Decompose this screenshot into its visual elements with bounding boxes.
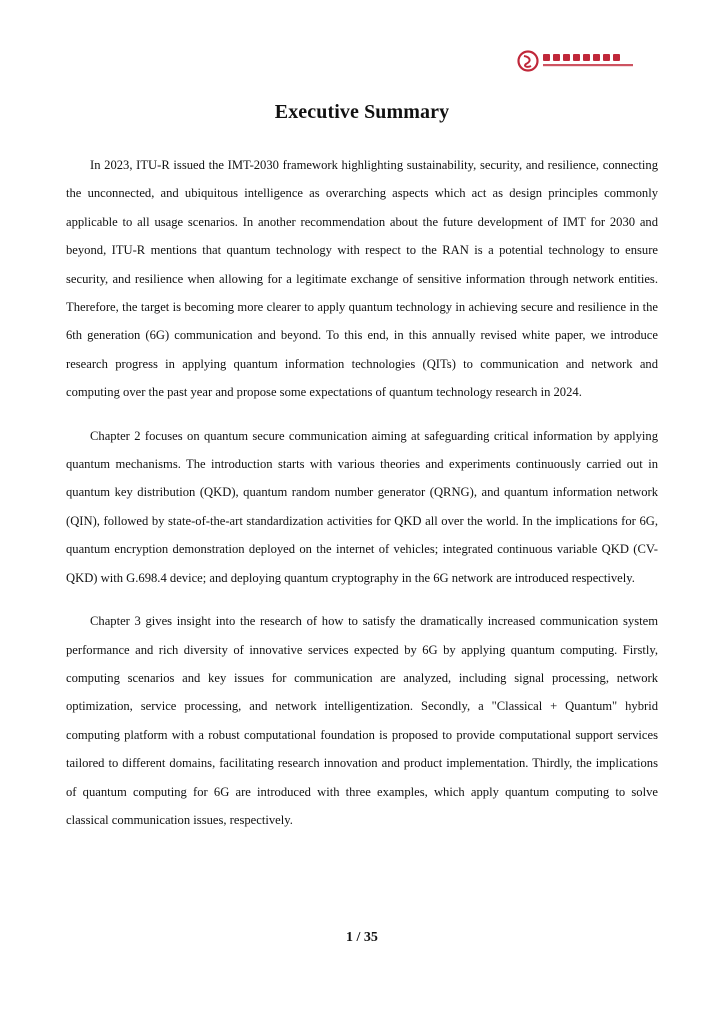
page-number: 1 / 35 — [346, 930, 378, 945]
forum-logo-icon — [517, 49, 637, 73]
page-title: Executive Summary — [274, 101, 450, 123]
document-body — [66, 151, 658, 849]
header-logo — [517, 49, 637, 73]
paragraph-intro: In 2023, ITU-R issued the IMT-2030 framework highlighting sustainability, security, and resilience, connecting the unconnected, and ubiquitous intelligence as overarching aspects which act as design principles commonly applicable to all usage scenarios. In another recommendation about the future development of IMT for 2030 and beyond, ITU-R mentions that quantum technology with respect to the RAN is a potential technology to ensure security, and resilience when allowing for a legitimate exchange of sensitive information through network entities. Therefore, the target is becoming more clearer to apply quantum technology in achieving secure and resilience in the 6th generation (6G) communication and beyond. To this end, in this annually revised white paper, we introduce research progress in applying quantum information technologies (QITs) to communication and network and computing over the past year and propose some expectations of quantum technology research in 2024. — [66, 158, 658, 400]
paragraph-chapter-3: Chapter 3 gives insight into the research of how to satisfy the dramatically increased communication system performance and rich diversity of innovative services expected by 6G by applying quantum computing. Firstly, computing scenarios and key issues for communication are analyzed, including signal processing, network optimization, service processing, and network intelligentization. Secondly, a "Classical + Quantum" hybrid computing platform with a robust computational foundation is proposed to provide computational support services tailored to different domains, facilitating research innovation and product implementation. Thirdly, the implications of quantum computing for 6G are introduced with three examples, which apply quantum computing to solve classical communication issues, respectively. — [66, 614, 658, 827]
paragraph-chapter-2: Chapter 2 focuses on quantum secure communication aiming at safeguarding critical information by applying quantum mechanisms. The introduction starts with various theories and experiments continuously carried out in quantum key distribution (QKD), quantum random number generator (QRNG), and quantum information network (QIN), followed by state-of-the-art standardization activities for QKD all over the world. In the implications for 6G, quantum encryption demonstration deployed on the internet of vehicles; integrated continuous variable QKD (CV-QKD) with G.698.4 device; and deploying quantum cryptography in the 6G network are introduced respectively. — [66, 428, 658, 585]
